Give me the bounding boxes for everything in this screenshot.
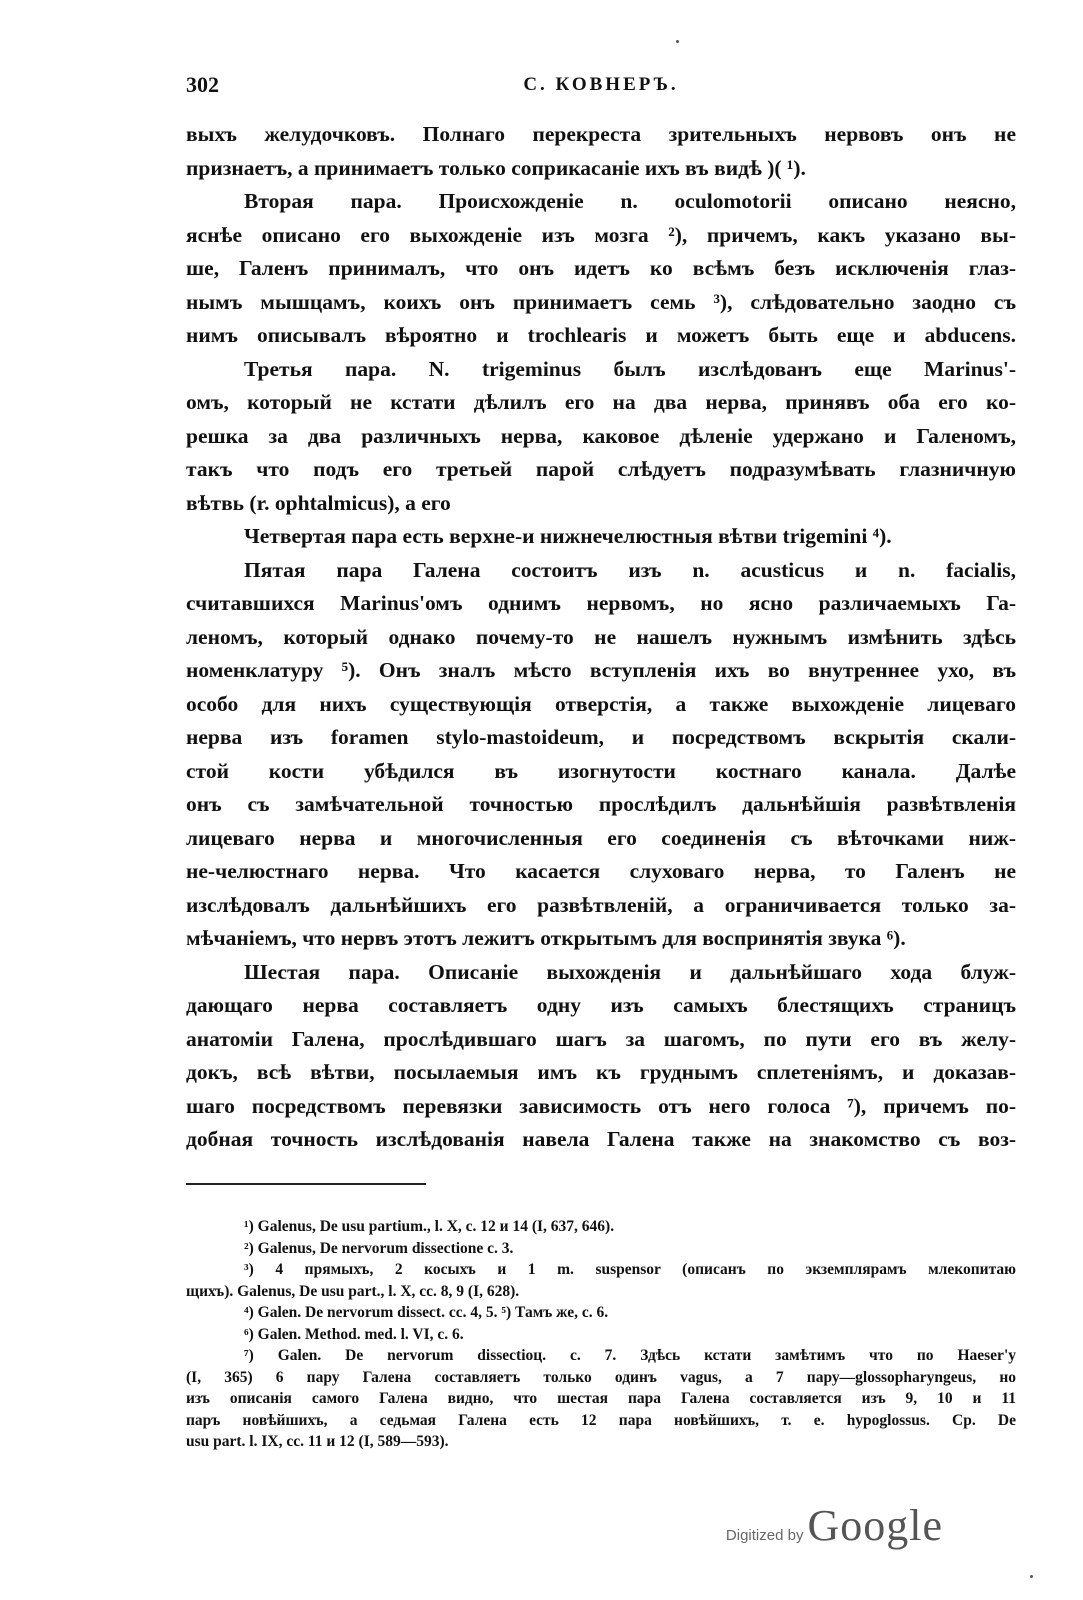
- footnote-line: ⁴) Galen. De nervorum dissect. cc. 4, 5. ⁵) Тамъ же, c. 6.: [244, 1304, 609, 1321]
- footnote-line: щихъ). Galenus, De usu part., l. X, cc. 8, 9 (I, 628).: [186, 1282, 520, 1300]
- body-line: дающаго нерва составляетъ одну изъ самыхъ блестящихъ страницъ: [186, 993, 1016, 1017]
- watermark-prefix: Digitized by: [725, 1527, 804, 1544]
- footnote-rule: [186, 1183, 426, 1185]
- body-line: яснѣе описано его выхожденіе изъ мозга ²), причемъ, какъ указано вы-: [186, 222, 1016, 247]
- body-line: докъ, всѣ вѣтви, посылаемыя имъ къ груднымъ сплетеніямъ, и доказав-: [186, 1060, 1016, 1084]
- body-line: леномъ, который однако почему-то не нашелъ нужнымъ измѣнить здѣсь: [186, 624, 1016, 649]
- body-line: добная точность изслѣдованія навела Галена также на знакомство съ воз-: [186, 1127, 1016, 1151]
- body-line: Третья пара. N. trigeminus былъ изслѣдованъ еще Marinus'-: [244, 356, 1016, 381]
- body-line: омъ, который не кстати дѣлилъ его на два нерва, принявъ оба его ко-: [186, 390, 1016, 414]
- footnote-line: ¹) Galenus, De usu partium., l. X, c. 12 и 14 (I, 637, 646).: [244, 1218, 615, 1235]
- footnote-line: usu part. l. IX, cc. 11 и 12 (I, 589—593).: [186, 1433, 449, 1450]
- body-line: нимъ описывалъ вѣроятно и trochlearis и можетъ быть еще и abducens.: [186, 323, 1016, 347]
- footnote-line: ²) Galenus, De nervorum dissectione c. 3.: [244, 1239, 514, 1257]
- google-logo: Google: [807, 1501, 943, 1550]
- scan-speck: [1030, 1575, 1033, 1578]
- body-line: мѣчаніемъ, что нервъ этотъ лежитъ открытымъ для воспринятія звука ⁶).: [186, 926, 906, 950]
- body-line: Пятая пара Галена состоитъ изъ n. acusticus и n. facialis,: [244, 557, 1016, 582]
- body-line: ше, Галенъ принималъ, что онъ идетъ ко всѣмъ безъ исключенія глаз-: [186, 256, 1016, 280]
- body-line: вѣтвь (r. ophtalmicus), а его: [186, 490, 451, 515]
- running-head: С. КОВНЕРЪ.: [523, 74, 679, 95]
- digitized-watermark: [726, 1500, 943, 1551]
- footnote-line: изъ описанія самого Галена видно, что шестая пара Галена составляется изъ 9, 10 и 11: [186, 1390, 1016, 1407]
- body-line: нерва изъ foramen stylo-mastoideum, и посредствомъ вскрытія скали-: [186, 725, 1016, 749]
- body-line: лицеваго нерва и многочисленныя его соединенія съ вѣточками ниж-: [186, 825, 1016, 850]
- footnote-line: (I, 365) 6 пару Галена составляетъ только одинъ vagus, а 7 пару—glossopharyngeus, но: [186, 1368, 1016, 1386]
- body-line: решка за два различныхъ нерва, каковое дѣленіе удержано и Галеномъ,: [186, 423, 1016, 448]
- body-line: шаго посредствомъ перевязки зависимость отъ него голоса ⁷), причемъ по-: [186, 1093, 1016, 1118]
- body-line: изслѣдовалъ дальнѣйшихъ его развѣтвленій, а ограничивается только за-: [186, 892, 1016, 917]
- body-line: выхъ желудочковъ. Полнаго перекреста зрительныхъ нервовъ онъ не: [186, 122, 1016, 146]
- footnote-line: ³) 4 прямыхъ, 2 косыхъ и 1 m. suspensor (описанъ по экземплярамъ млекопитаю: [244, 1261, 1016, 1278]
- footnotes: [186, 1216, 1016, 1453]
- body-line: Шестая пара. Описаніе выхожденія и дальнѣйшаго хода блуж-: [244, 959, 1016, 984]
- body-line: не-челюстнаго нерва. Что касается слуховаго нерва, то Галенъ не: [186, 859, 1016, 883]
- body-line: Четвертая пара есть верхне-и нижнечелюстныя вѣтви trigemini ⁴).: [244, 524, 892, 548]
- footnote-line: ⁶) Galen. Method. med. l. VI, c. 6.: [244, 1325, 464, 1343]
- body-line: такъ что подъ его третьей парой слѣдуетъ подразумѣвать глазничную: [186, 457, 1016, 481]
- body-line: анатоміи Галена, прослѣдившаго шагъ за шагомъ, по пути его въ желу-: [186, 1026, 1016, 1051]
- body-line: Вторая пара. Происхожденіе n. oculomotorii описано неясно,: [244, 189, 1016, 213]
- body-line: особо для нихъ существующія отверстія, а также выхожденіе лицеваго: [186, 691, 1016, 716]
- footnote-line: ⁷) Galen. De nervorum dissectioц. c. 7. Здѣсь кстати замѣтимъ что по Haeser'у: [244, 1347, 1016, 1364]
- footnote-line: паръ новѣйшихъ, а седьмая Галена есть 12 пара новѣйшихъ, т. е. hypoglossus. Ср. De: [186, 1411, 1016, 1429]
- body-text: [186, 118, 1016, 1157]
- body-line: считавшихся Marinus'омъ однимъ нервомъ, но ясно различаемыхъ Га-: [186, 591, 1016, 615]
- body-line: онъ съ замѣчательной точностью прослѣдилъ дальнѣйшія развѣтвленія: [186, 792, 1016, 816]
- body-line: признаетъ, а принимаетъ только соприкасаніе ихъ въ видѣ )( ¹).: [186, 155, 806, 180]
- page-header: [186, 72, 1016, 102]
- page-number: 302: [186, 72, 219, 97]
- body-line: стой кости убѣдился въ изогнутости костнаго канала. Далѣе: [186, 758, 1016, 783]
- body-line: нымъ мышцамъ, коихъ онъ принимаетъ семь ³), слѣдовательно заодно съ: [186, 289, 1016, 314]
- body-line: номенклатуру ⁵). Онъ зналъ мѣсто вступленія ихъ во внутреннее ухо, въ: [186, 658, 1016, 682]
- scan-speck: [676, 40, 679, 43]
